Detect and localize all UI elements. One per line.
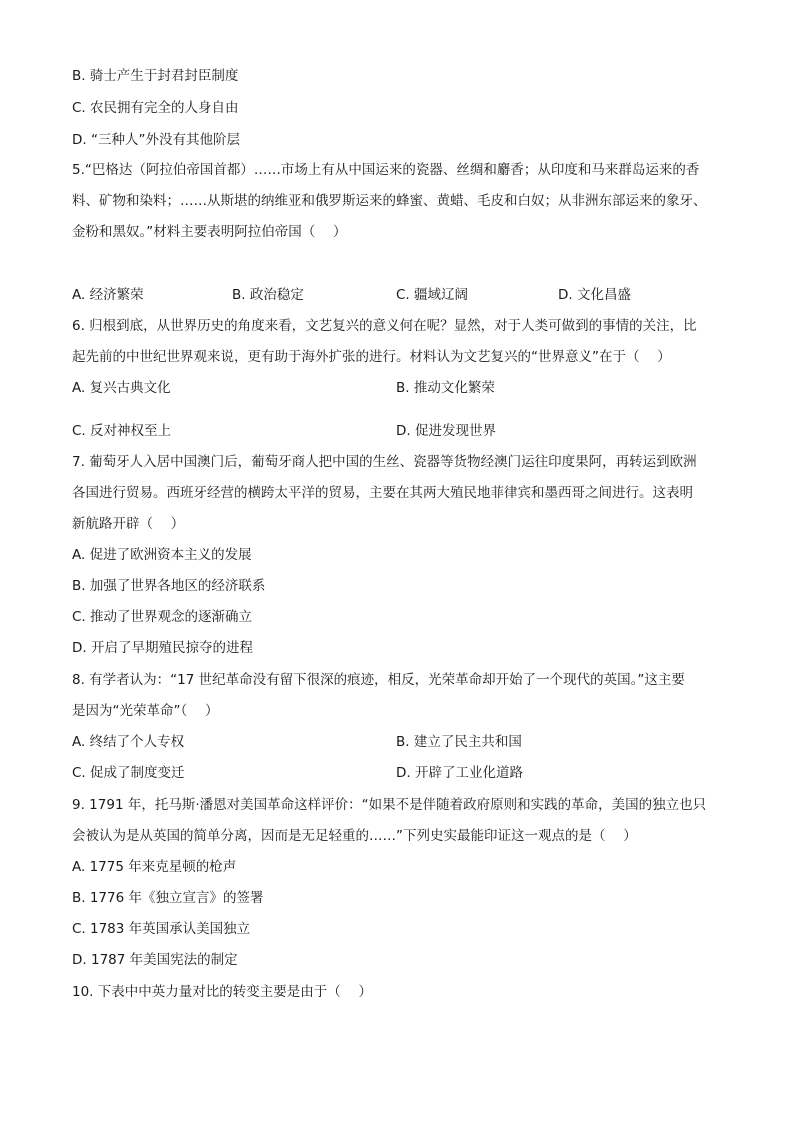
q5-stem-line1: 5.“巴格达（阿拉伯帝国首都）……市场上有从中国运来的瓷器、丝绸和麝香；从印度和马来群岛运来的香 bbox=[72, 162, 700, 178]
q7-option-c: C. 推动了世界观念的逐渐确立 bbox=[72, 609, 253, 625]
q5-stem-line2: 料、矿物和染料；……从斯堪的纳维亚和俄罗斯运来的蜂蜜、黄蜡、毛皮和白奴；从非洲东部运来的象牙、 bbox=[72, 193, 707, 209]
q8-option-d: D. 开辟了工业化道路 bbox=[396, 765, 523, 781]
q4-option-b: B. 骑士产生于封君封臣制度 bbox=[72, 68, 239, 84]
q7-option-d: D. 开启了早期殖民掠夺的进程 bbox=[72, 640, 253, 656]
q7-option-b: B. 加强了世界各地区的经济联系 bbox=[72, 578, 266, 594]
q8-stem-line1: 8. 有学者认为：“17 世纪革命没有留下很深的痕迹，相反，光荣革命却开始了一个现代的英国。”这主要 bbox=[72, 672, 685, 688]
q6-option-b: B. 推动文化繁荣 bbox=[396, 380, 495, 396]
q4-option-c: C. 农民拥有完全的人身自由 bbox=[72, 100, 239, 116]
q5-option-a: A. 经济繁荣 bbox=[72, 287, 144, 303]
q4-option-d: D. “三种人”外没有其他阶层 bbox=[72, 132, 240, 148]
q6-option-a: A. 复兴古典文化 bbox=[72, 380, 171, 396]
q9-option-d: D. 1787 年美国宪法的制定 bbox=[72, 952, 238, 968]
q7-option-a: A. 促进了欧洲资本主义的发展 bbox=[72, 547, 252, 563]
q7-stem-line2: 各国进行贸易。西班牙经营的横跨太平洋的贸易，主要在其两大殖民地菲律宾和墨西哥之间进行。这表明 bbox=[72, 485, 693, 501]
q9-option-b: B. 1776 年《独立宣言》的签署 bbox=[72, 890, 264, 906]
q6-stem-line1: 6. 归根到底，从世界历史的角度来看，文艺复兴的意义何在呢？显然，对于人类可做到的事情的关注，比 bbox=[72, 318, 697, 334]
q6-option-c: C. 反对神权至上 bbox=[72, 423, 172, 439]
q7-stem-line3: 新航路开辟（ ） bbox=[72, 516, 185, 532]
q5-stem-line3: 金粉和黑奴。”材料主要表明阿拉伯帝国（ ） bbox=[72, 224, 347, 240]
q9-stem-line2: 会被认为是从英国的简单分离，因而是无足轻重的……”下列史实最能印证这一观点的是（ ） bbox=[72, 828, 637, 844]
q9-option-a: A. 1775 年来克星顿的枪声 bbox=[72, 859, 237, 875]
q7-stem-line1: 7. 葡萄牙人入居中国澳门后，葡萄牙商人把中国的生丝、瓷器等货物经澳门运往印度果阿，再转运到欧洲 bbox=[72, 454, 697, 470]
q5-option-b: B. 政治稳定 bbox=[232, 287, 304, 303]
q5-option-d: D. 文化昌盛 bbox=[558, 287, 631, 303]
q9-option-c: C. 1783 年英国承认美国独立 bbox=[72, 921, 251, 937]
q8-stem-line2: 是因为“光荣革命”（ ） bbox=[72, 703, 219, 719]
q6-option-d: D. 促进发现世界 bbox=[396, 423, 496, 439]
q8-option-c: C. 促成了制度变迁 bbox=[72, 765, 185, 781]
q8-option-b: B. 建立了民主共和国 bbox=[396, 734, 522, 750]
q10-stem-line1: 10. 下表中中英力量对比的转变主要是由于（ ） bbox=[72, 984, 373, 1000]
q6-stem-line2: 起先前的中世纪世界观来说，更有助于海外扩张的进行。材料认为文艺复兴的“世界意义”在于（ ） bbox=[72, 349, 671, 365]
q9-stem-line1: 9. 1791 年，托马斯·潘恩对美国革命这样评价：“如果不是伴随着政府原则和实践的革命，美国的独立也只 bbox=[72, 797, 707, 813]
q5-option-c: C. 疆域辽阔 bbox=[396, 287, 469, 303]
q8-option-a: A. 终结了个人专权 bbox=[72, 734, 185, 750]
